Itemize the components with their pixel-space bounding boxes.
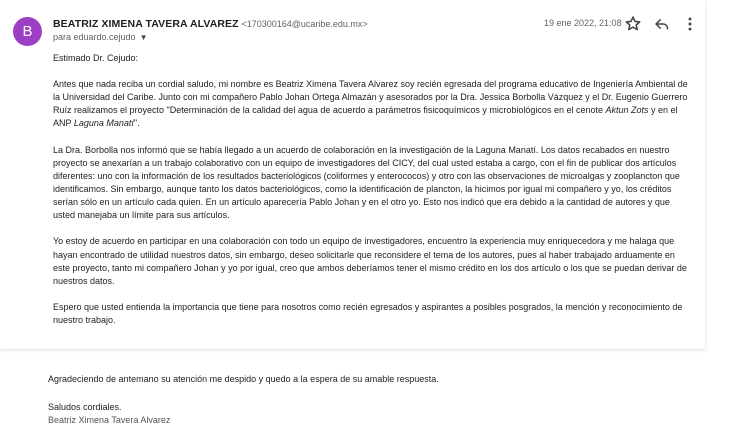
sender-header [53, 18, 368, 30]
chevron-down-icon[interactable]: ▼ [139, 33, 148, 42]
more-vert-icon [679, 13, 701, 35]
paragraph-request: Yo estoy de acuerdo en participar en una colaboración con todo un equipo de investigadores, encuentro la experiencia muy enriquecedora y me halaga que hayan encontrado de utilidad nuestros datos, sin embargo, deseo solicitarle que reconsidere el tema de los autores, pues al haber trabajado arduamente en este proyecto, tanto mi compañero Johan y yo por igual, creo que ambos deberíamos tener el mismo crédito en los dos artículo o los que se puedan derivar de nuestros datos. [53, 236, 687, 286]
greeting: Estimado Dr. Cejudo: [53, 53, 139, 63]
reply-button[interactable] [651, 13, 673, 35]
signature-name: Beatriz Ximena Tavera Alvarez [48, 415, 171, 425]
star-icon [622, 13, 644, 35]
anp-name: Laguna Manatí [73, 118, 134, 129]
sender-avatar[interactable]: B [13, 17, 42, 46]
regards-line: Saludos cordiales. [48, 402, 122, 412]
reply-icon [651, 13, 673, 35]
star-button[interactable] [622, 13, 644, 35]
recipient-line [53, 32, 148, 42]
paragraph-intro: Antes que nada reciba un cordial saludo, mi nombre es Beatriz Ximena Tavera Alvarez soy recién egresada del programa educativo de Ingeniería Ambiental de la Universidad del Caribe. Junto con mi compañero Pablo Johan Ortega Almazán y asesorados por la Dra. Jessica Borbolla Vázquez y el Dr. Eugenio Guerrero Ruíz realizamos el proyecto "Determinación de la calidad del agua de acuerdo a parámetros fisicoquímicos y microbiológicos en el cenote Aktun Zots y en el ANP Laguna Manatí". [53, 79, 688, 129]
more-options-button[interactable] [679, 13, 701, 35]
paragraph-agreement: La Dra. Borbolla nos informó que se había llegado a un acuerdo de colaboración en la investigación de la Laguna Manatí. Los datos recabados en nuestro proyecto se anexarían a un trabajo colaborativo con un equipo de investigadores del CICY, del cual usted estaba a cargo, con el fin de publicar dos artículos diferentes: uno con la información de los resultados bacteriológicos (coliformes y enterococos) y otro con las observaciones de microalgas y zooplancton que identificamos. Sin embargo, aunque tanto los datos bacteriológicos, como la identificación de plancton, la hicimos por igual mi compañero y yo, los créditos serían sólo en un artículo cada quien. En un artículo aparecería Pablo Johan y en el otro yo. Esto nos indicó que era debido a la cantidad de autores y que usted manejaba un límite para sus artículos. [53, 144, 680, 221]
paragraph-importance: Espero que usted entienda la importancia que tiene para nosotros como recién egresados y aspirantes a posibles posgrados, la mención y reconocimiento de nuestro trabajo. [53, 301, 683, 326]
sender-name[interactable]: BEATRIZ XIMENA TAVERA ALVAREZ [53, 18, 239, 30]
message-body [53, 52, 693, 340]
message-date: 19 ene 2022, 21:08 [544, 18, 622, 28]
recipient-label: para eduardo.cejudo [53, 32, 136, 42]
sender-email: <170300164@ucaribe.edu.mx> [241, 19, 368, 29]
cenote-name: Aktun Zots [605, 105, 649, 116]
closing-line: Agradeciendo de antemano su atención me despido y quedo a la espera de su amable respuesta. [48, 374, 439, 384]
